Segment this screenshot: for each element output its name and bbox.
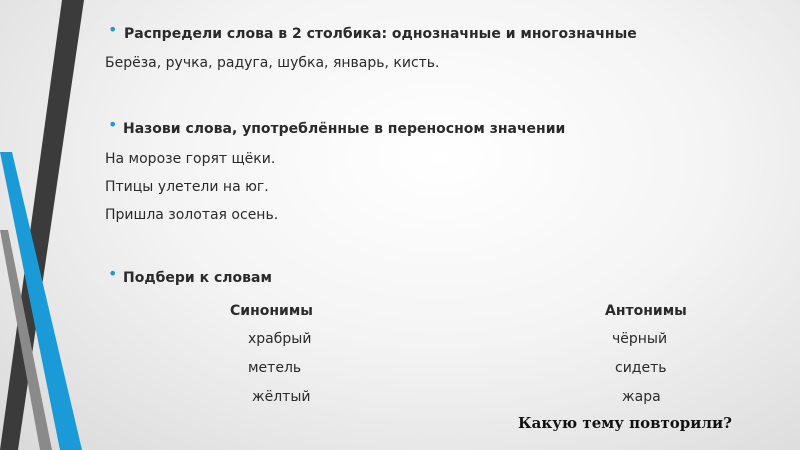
synonyms-label: Синонимы (230, 303, 313, 319)
closing-question: Какую тему повторили? (518, 414, 732, 432)
bullet-icon: • (108, 264, 118, 283)
task1-words: Берёза, ручка, радуга, шубка, январь, кисть. (105, 55, 440, 71)
task2-sentence: Птицы улетели на юг. (105, 179, 269, 195)
task1-heading: Распредели слова в 2 столбика: однозначные и многозначные (124, 26, 637, 42)
dark-stripe (0, 0, 84, 450)
antonym-word: чёрный (612, 331, 668, 347)
task2-heading: Назови слова, употреблённые в переносном значении (123, 121, 566, 137)
task2-sentence: Пришла золотая осень. (105, 207, 279, 223)
synonym-word: жёлтый (252, 389, 311, 405)
task3-heading: Подбери к словам (123, 270, 272, 286)
bullet-icon: • (108, 20, 118, 39)
antonym-word: жара (622, 389, 661, 405)
bullet-icon: • (108, 115, 118, 134)
task2-sentence: На морозе горят щёки. (105, 151, 276, 167)
synonym-word: храбрый (248, 331, 312, 347)
antonym-word: сидеть (615, 360, 667, 376)
synonym-word: метель (248, 360, 302, 376)
antonyms-label: Антонимы (605, 303, 687, 319)
